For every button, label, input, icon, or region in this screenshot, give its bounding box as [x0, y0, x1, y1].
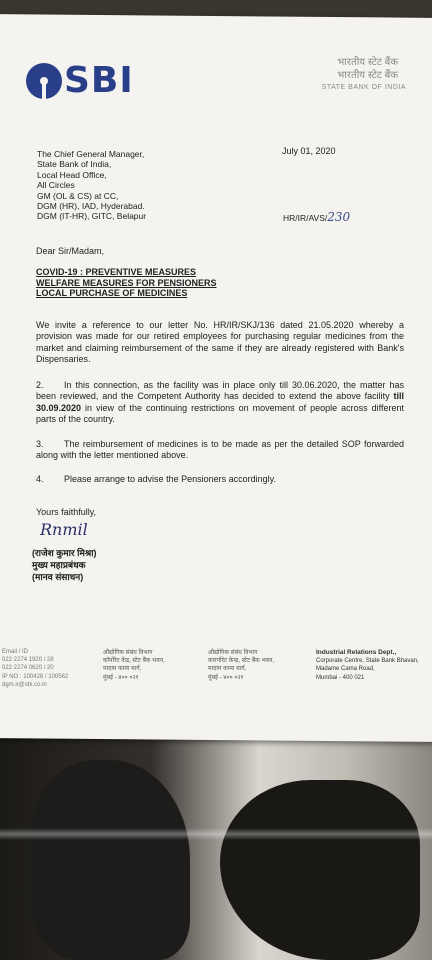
- footer-line: कॉर्पोरेट केंद्र, स्टेट बैंक भवन,: [103, 658, 165, 665]
- recipient-line: DGM (IT-HR), GITC, Belapur: [37, 211, 147, 222]
- logo-text: SBI: [64, 60, 134, 101]
- footer-line: मादाम कामा मार्ग,: [103, 666, 142, 673]
- paragraph-number: 4.: [36, 474, 44, 484]
- recipient-line: Local Head Office,: [37, 169, 107, 180]
- bank-name-english: STATE BANK OF INDIA: [321, 84, 406, 91]
- signatory-line: (मानव संसाधन): [32, 572, 84, 582]
- paragraph-text: In this connection, as the facility was in place only till 30.06.2020, the matter has been reviewed, and the Competent Authority has decided to extend the above facility: [36, 380, 404, 402]
- signatory-line: (राजेश कुमार मिश्रा): [32, 548, 97, 558]
- footer-line: मुंबई - ४०० ०२१: [208, 674, 244, 681]
- footer-line: IP NO : 100428 / 100562: [2, 673, 69, 680]
- footer-line: कारपोरेट केन्द्र, स्टेट बैंक भवन,: [208, 658, 275, 665]
- light-glare: [0, 828, 432, 840]
- signatory-block: [32, 547, 97, 583]
- footer-line: Corporate Centre, State Bank Bhavan,: [316, 658, 419, 665]
- footer-line: 022 2274 0620 / 20: [2, 665, 54, 672]
- footer-line: औद्योगिक संबंध विभाग: [208, 650, 258, 656]
- paragraph-2: [36, 380, 404, 426]
- salutation: Dear Sir/Madam,: [36, 246, 105, 256]
- signatory-line: मुख्य महाप्रबंधक: [32, 560, 86, 570]
- recipient-line: The Chief General Manager,: [37, 149, 145, 159]
- bank-name-hindi-line: भारतीय स्टेट बैंक: [337, 57, 398, 68]
- subject-line: WELFARE MEASURES FOR PENSIONERS: [36, 277, 217, 288]
- paragraph-text: in view of the continuing restrictions on movement of people across different parts of the country.: [36, 402, 404, 425]
- footer-address-hindi: [103, 649, 165, 682]
- paragraph-number: 2.: [36, 380, 44, 390]
- footer-address-english: [316, 649, 419, 682]
- recipient-line: DGM (HR), IAD, Hyderabad.: [37, 201, 145, 212]
- footer-line: Madame Cama Road,: [316, 666, 375, 673]
- shadow: [30, 760, 190, 960]
- bank-name-hindi-line: भारतीय स्टेट बैंक: [337, 70, 398, 81]
- reference-number: [283, 210, 350, 224]
- sbi-logo-icon: [26, 63, 62, 99]
- closing: Yours faithfully,: [36, 507, 97, 517]
- subject-line: LOCAL PURCHASE OF MEDICINES: [36, 288, 188, 299]
- footer-line: 022 2274 1920 / 28: [2, 657, 54, 664]
- paragraph-3: [36, 439, 404, 462]
- footer-line: Email / ID: [2, 649, 29, 655]
- bank-name-hindi: [337, 56, 398, 82]
- paragraph-bold-text: till 30.09.2020: [36, 391, 404, 413]
- letter-date: July 01, 2020: [282, 146, 336, 156]
- footer-line: मुंबई - ४०० ०२१: [103, 674, 139, 681]
- reference-handwritten: 230: [327, 210, 351, 224]
- paragraph-4: [36, 474, 404, 485]
- letter-page: [0, 14, 432, 742]
- paragraph-number: 3.: [36, 439, 44, 449]
- footer-address-hindi-2: [208, 649, 274, 682]
- paragraph-text: Please arrange to advise the Pensioners accordingly.: [64, 474, 276, 484]
- footer-line: dgm.ir@sbi.co.in: [2, 681, 47, 688]
- footer-line: Industrial Relations Dept.,: [316, 649, 397, 656]
- footer-line: Mumbai - 400 021: [316, 674, 365, 681]
- reference-prefix: HR/IR/AVS/: [283, 213, 328, 223]
- footer-line: मादाम कामा मार्ग,: [208, 666, 247, 673]
- subject-line: COVID-19 : PREVENTIVE MEASURES: [36, 267, 197, 277]
- recipient-line: All Circles: [37, 180, 75, 191]
- footer-line: औद्योगिक संबंध विभाग: [103, 650, 153, 656]
- footer-contact: [2, 648, 68, 689]
- recipient-line: State Bank of India,: [37, 159, 112, 170]
- subject-block: [36, 267, 217, 299]
- sbi-logo: [26, 60, 134, 101]
- signature: Rnmil: [40, 520, 88, 539]
- recipient-address: [37, 149, 146, 222]
- recipient-line: GM (OL & CS) at CC,: [37, 190, 119, 201]
- paragraph-1: We invite a reference to our letter No. HR/IR/SKJ/136 dated 21.05.2020 whereby a provision was made for our retired employees for purchasing regular medicines from the market and claiming reimbursement of the same if they are already registered with Bank's Dispensaries.: [36, 320, 404, 365]
- paragraph-text: The reimbursement of medicines is to be made as per the detailed SOP forwarded along with the letter mentioned above.: [36, 439, 404, 461]
